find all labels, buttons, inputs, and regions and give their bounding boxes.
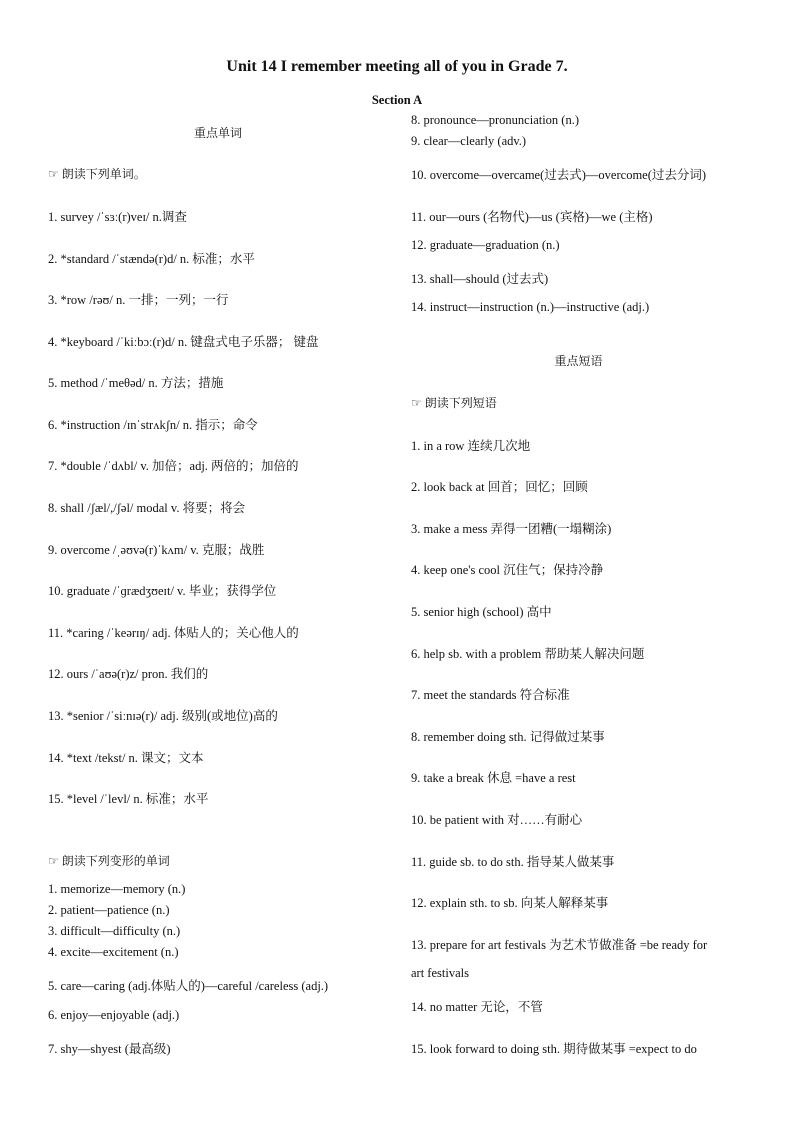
phrase-item: 3. make a mess 弄得一团糟(一塌糊涂): [411, 522, 612, 536]
phrase-item: 9. take a break 休息 =have a rest: [411, 771, 576, 785]
word-item: 7. *double /ˈdʌbl/ v. 加倍；adj. 两倍的；加倍的: [48, 459, 299, 473]
form-item: 8. pronounce—pronunciation (n.): [411, 113, 580, 127]
form-item: 11. our—ours (名物代)—us (宾格)—we (主格): [411, 210, 653, 224]
phrase-item: 8. remember doing sth. 记得做过某事: [411, 730, 605, 744]
word-item: 6. *instruction /ɪnˈstrʌkʃn/ n. 指示；命令: [48, 418, 258, 432]
form-item: 12. graduate—graduation (n.): [411, 238, 560, 252]
form-item: 7. shy—shyest (最高级): [48, 1042, 171, 1056]
heading-key-phrases: 重点短语: [554, 354, 603, 368]
word-item: 14. *text /tekst/ n. 课文；文本: [48, 751, 204, 765]
phrase-item: 7. meet the standards 符合标准: [411, 688, 570, 702]
form-item: 13. shall—should (过去式): [411, 272, 549, 286]
form-item: 14. instruct—instruction (n.)—instructive (adj.): [411, 300, 650, 314]
phrase-item: 6. help sb. with a problem 帮助某人解决问题: [411, 647, 645, 661]
word-item: 4. *keyboard /ˈkiːbɔː(r)d/ n. 键盘式电子乐器； 键盘: [48, 335, 319, 349]
heading-key-words: 重点单词: [193, 126, 242, 140]
pointing-hand-icon: ☞: [411, 396, 422, 410]
instruction-read-forms: ☞ 朗读下列变形的单词: [48, 854, 170, 868]
phrase-item: 2. look back at 回首；回忆；回顾: [411, 480, 588, 494]
phrase-item-continued: art festivals: [411, 966, 469, 980]
form-item: 5. care—caring (adj.体贴人的)—careful /careless (adj.): [48, 979, 329, 993]
form-item: 1. memorize—memory (n.): [48, 882, 186, 896]
form-item: 9. clear—clearly (adv.): [411, 134, 527, 148]
word-item: 5. method /ˈmeθəd/ n. 方法；措施: [48, 376, 224, 390]
page-title: Unit 14 I remember meeting all of you in Grade 7.: [226, 58, 568, 75]
phrase-item: 5. senior high (school) 高中: [411, 605, 552, 619]
word-item: 3. *row /rəʊ/ n. 一排；一列；一行: [48, 293, 229, 307]
word-item: 10. graduate /ˈɡrædʒʊeɪt/ v. 毕业；获得学位: [48, 584, 277, 598]
instruction-read-phrases: ☞ 朗读下列短语: [411, 396, 497, 410]
section-heading: Section A: [371, 93, 423, 107]
word-item: 2. *standard /ˈstændə(r)d/ n. 标准；水平: [48, 252, 255, 266]
word-item: 15. *level /ˈlevl/ n. 标准；水平: [48, 792, 209, 806]
form-item: 4. excite—excitement (n.): [48, 945, 179, 959]
phrase-item: 13. prepare for art festivals 为艺术节做准备 =be ready for: [411, 938, 708, 952]
pointing-hand-icon: ☞: [48, 167, 59, 181]
word-item: 13. *senior /ˈsiːnɪə(r)/ adj. 级别(或地位)高的: [48, 709, 278, 723]
phrase-item: 11. guide sb. to do sth. 指导某人做某事: [411, 855, 615, 869]
form-item: 10. overcome—overcame(过去式)—overcome(过去分词): [411, 168, 707, 182]
instruction-read-words: ☞ 朗读下列单词。: [48, 167, 146, 181]
pointing-hand-icon: ☞: [48, 854, 59, 868]
word-item: 11. *caring /ˈkeərɪŋ/ adj. 体贴人的；关心他人的: [48, 626, 299, 640]
phrase-item: 4. keep one's cool 沉住气；保持冷静: [411, 563, 604, 577]
word-item: 12. ours /ˈaʊə(r)z/ pron. 我们的: [48, 667, 209, 681]
phrase-item: 1. in a row 连续几次地: [411, 439, 531, 453]
form-item: 6. enjoy—enjoyable (adj.): [48, 1008, 180, 1022]
word-item: 8. shall /ʃæl/,/ʃəl/ modal v. 将要；将会: [48, 501, 246, 515]
word-item: 1. survey /ˈsɜː(r)veɪ/ n.调查: [48, 210, 187, 224]
phrase-item: 14. no matter 无论，不管: [411, 1000, 543, 1014]
form-item: 3. difficult—difficulty (n.): [48, 924, 181, 938]
phrase-item: 12. explain sth. to sb. 向某人解释某事: [411, 896, 609, 910]
form-item: 2. patient—patience (n.): [48, 903, 170, 917]
word-item: 9. overcome /ˌəʊvə(r)ˈkʌm/ v. 克服；战胜: [48, 543, 265, 557]
phrase-item: 15. look forward to doing sth. 期待做某事 =expect to do: [411, 1042, 697, 1056]
phrase-item: 10. be patient with 对……有耐心: [411, 813, 583, 827]
